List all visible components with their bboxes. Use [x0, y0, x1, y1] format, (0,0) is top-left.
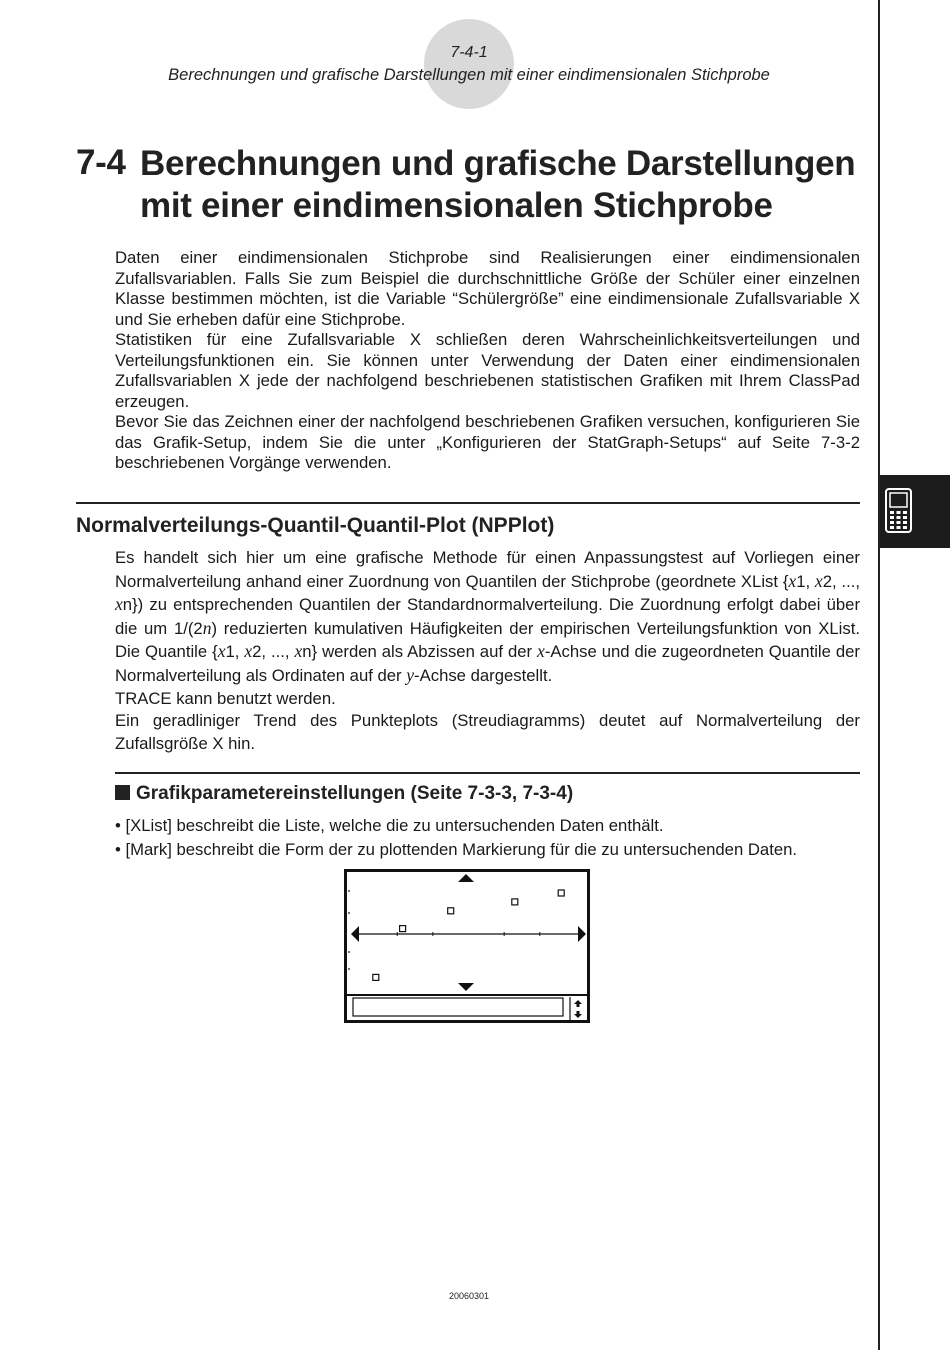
calculator-icon — [884, 487, 914, 535]
parameter-list — [115, 814, 875, 861]
list-item: • [Mark] beschreibt die Form der zu plottenden Markierung für die zu untersuchenden Daten. — [115, 839, 798, 859]
chapter-number: 7-4 — [76, 143, 126, 182]
print-code: 20060301 — [448, 1291, 490, 1301]
calculator-screen — [344, 869, 590, 1024]
data-point — [400, 926, 406, 932]
chapter-title-line1: Berechnungen und grafische Darstellungen — [140, 144, 856, 183]
data-point — [448, 908, 454, 914]
data-point — [373, 974, 379, 980]
section-divider — [76, 502, 860, 504]
section-paragraph: TRACE kann benutzt werden. — [115, 688, 336, 708]
subsection-divider — [115, 772, 860, 774]
right-margin-rule — [878, 0, 880, 1350]
intro-paragraph: Statistiken für eine Zufallsvariable X schließen deren Wahrscheinlichkeitsverteilungen und Verteilungsfunktionen ein. Sie können unter Verwendung der Daten einer eindimensionalen Zufallsvariablen X jede der nachfolgend beschriebenen statistischen Grafiken mit Ihrem ClassPad erzeugen. — [115, 330, 860, 411]
subsection-title: Grafikparametereinstellungen (Seite 7-3-3, 7-3-4) — [115, 783, 573, 805]
list-item: • [XList] beschreibt die Liste, welche die zu untersuchenden Daten enthält. — [115, 816, 664, 835]
data-point — [512, 899, 518, 905]
section-paragraph: Ein geradliniger Trend des Punkteplots (Streudiagramms) deutet auf Normalverteilung der Zufallsgröße X hin. — [115, 711, 860, 753]
page-number: 7-4-1 — [450, 44, 488, 61]
section-paragraph: Es handelt sich hier um eine grafische Methode für einen Anpassungstest auf Vorliegen einer Normalverteilung anhand einer Zuordnung von Quantilen der Stichprobe (geordnete XList {x1, x2, ..., xn}) zu entsprechenden Quantilen der Standardnormalverteilung. Die Zuordnung erfolgt dabei über die um 1/(2n) reduzierten kumulativen Häufigkeiten der empirischen Verteilungsfunktion von XList. Die Quantile {x1, x2, ..., xn} werden als Abzissen auf der x-Achse und die zugeordneten Quantile der Normalverteilung als Ordinaten auf der y-Achse dargestellt. — [115, 548, 860, 685]
chapter-tab — [880, 475, 950, 548]
section-title: Normalverteilungs-Quantil-Quantil-Plot (NPPlot) — [76, 514, 555, 537]
chapter-title-line2: mit einer eindimensionalen Stichprobe — [140, 186, 773, 225]
chapter-title — [140, 143, 870, 227]
running-title: Berechnungen und grafische Darstellungen mit einer eindimensionalen Stichprobe — [168, 66, 770, 84]
intro-paragraph: Daten einer eindimensionalen Stichprobe sind Realisierungen einer eindimensionalen Zufallsvariablen. Falls Sie zum Beispiel die durchschnittliche Größe der Schüler einer einzelnen Klasse bestimmen möchten, ist die Variable “Schülergröße” eine eindimensionale Zufallsvariable X und Sie erheben dafür eine Stichprobe. — [115, 248, 860, 329]
intro-text — [115, 248, 860, 474]
page-number-badge — [424, 19, 514, 109]
section-body — [115, 547, 860, 755]
status-bar-input[interactable] — [353, 998, 563, 1016]
data-point — [558, 890, 564, 896]
square-bullet-icon — [115, 785, 130, 800]
intro-paragraph: Bevor Sie das Zeichnen einer der nachfolgend beschriebenen Grafiken versuchen, konfigurieren Sie das Grafik-Setup, indem Sie die unter „Konfigurieren der StatGraph-Setups“ auf Seite 7-3-2 beschriebenen Vorgänge verwenden. — [115, 412, 860, 472]
